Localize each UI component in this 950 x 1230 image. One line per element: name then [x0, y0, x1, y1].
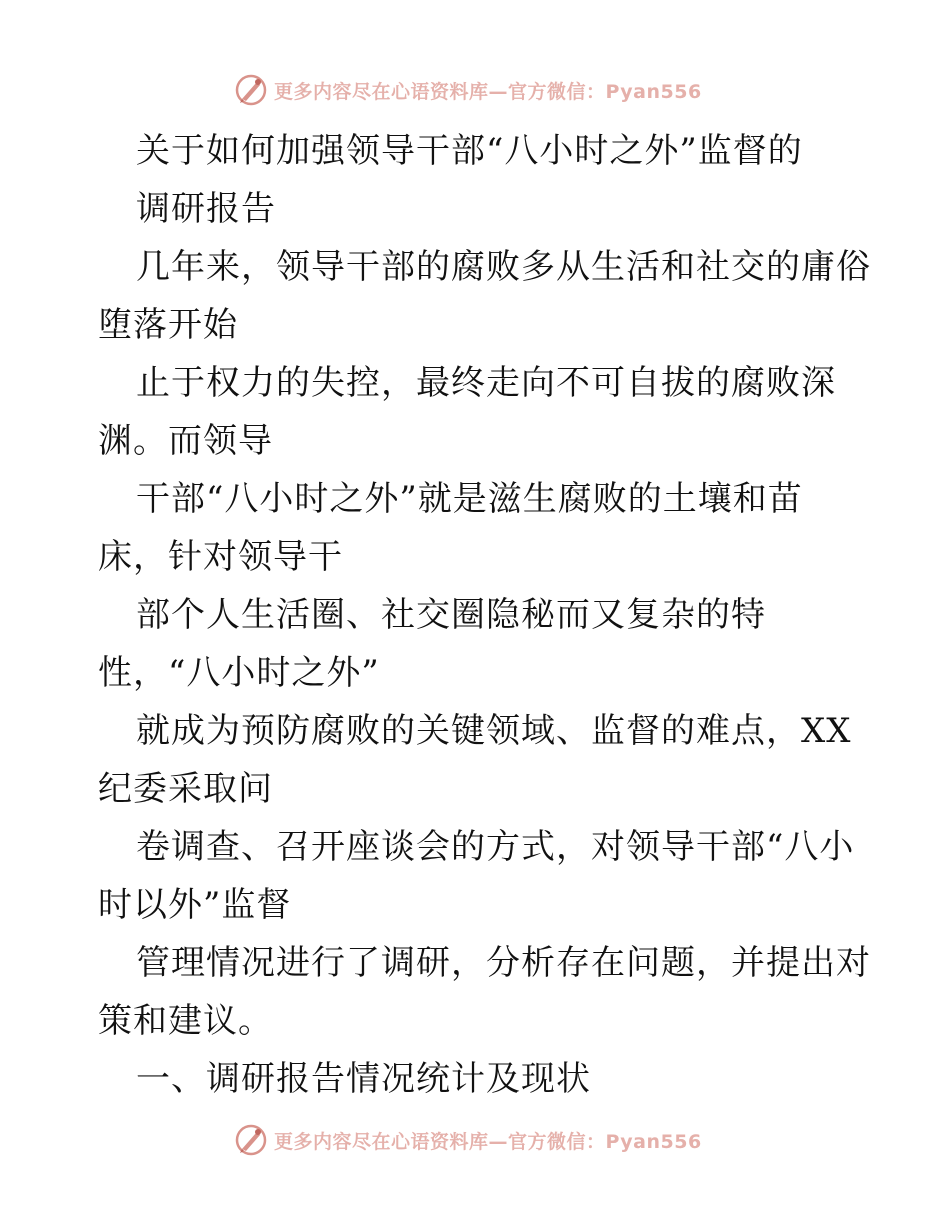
quill-pen-logo-icon: [234, 1123, 268, 1157]
paragraph-line: 几年来，领导干部的腐败多从生活和社交的庸俗: [136, 247, 871, 287]
quill-pen-logo-icon: [234, 73, 268, 107]
paragraph-line: 卷调查、召开座谈会的方式，对领导干部“八小: [136, 827, 855, 867]
paragraph-line: 性，“八小时之外”: [98, 653, 380, 693]
title-line-2: 调研报告: [136, 189, 276, 229]
document-body: [98, 122, 871, 1108]
paragraph-line: 渊。而领导: [98, 421, 273, 461]
paragraph-line: 堕落开始: [98, 305, 238, 345]
paragraph-line: 床，针对领导干: [98, 537, 343, 577]
watermark-text: 更多内容尽在心语资料库—官方微信：Pyan556: [274, 1130, 702, 1153]
paragraph-line: 部个人生活圈、社交圈隐秘而又复杂的特: [136, 595, 766, 635]
paragraph-line: 管理情况进行了调研，分析存在问题，并提出对: [136, 943, 871, 983]
paragraph-line: 干部“八小时之外”就是滋生腐败的土壤和苗: [136, 479, 803, 519]
paragraph-line: 就成为预防腐败的关键领域、监督的难点，XX: [136, 711, 852, 751]
watermark-text: 更多内容尽在心语资料库—官方微信：Pyan556: [274, 80, 702, 103]
paragraph-line: 策和建议。: [98, 1001, 273, 1041]
paragraph-line: 止于权力的失控，最终走向不可自拔的腐败深: [136, 363, 836, 403]
paragraph-line: 时以外”监督: [98, 885, 292, 925]
header-watermark: [234, 72, 702, 108]
section-heading: 一、调研报告情况统计及现状: [136, 1059, 591, 1099]
footer-watermark: [234, 1122, 702, 1158]
title-line-1: 关于如何加强领导干部“八小时之外”监督的: [136, 131, 803, 171]
paragraph-line: 纪委采取问: [98, 769, 273, 809]
